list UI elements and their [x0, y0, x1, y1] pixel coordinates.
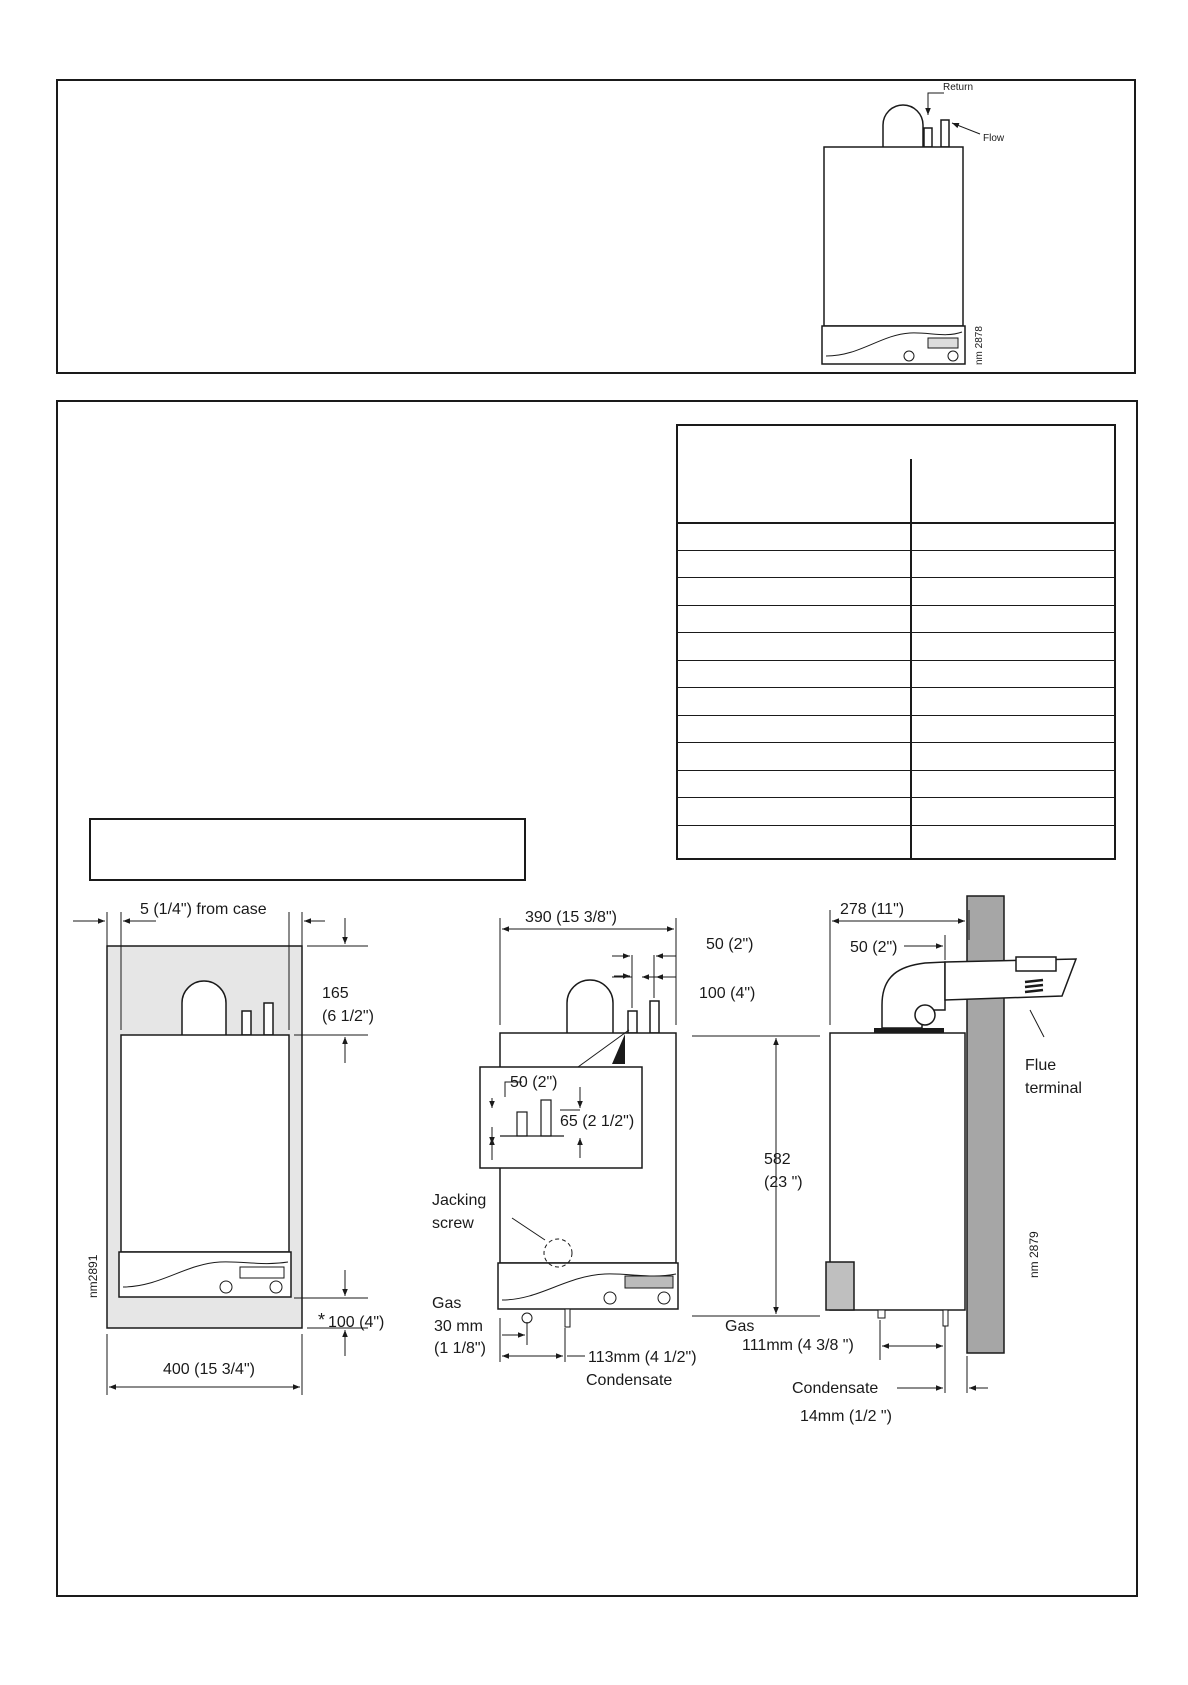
side-gas-label: Gas — [725, 1318, 755, 1335]
flow-label: Flow — [983, 133, 1005, 144]
top-boiler-drawing — [822, 105, 965, 364]
bottom-clearance-star: * — [318, 1310, 326, 1330]
side-ref-label: nm 2879 — [1027, 1231, 1041, 1278]
gas-label: Gas — [432, 1295, 462, 1312]
clearance-ref-label: nm2891 — [86, 1254, 100, 1298]
side-view-drawing — [826, 896, 1076, 1353]
depth-label: 278 (11") — [840, 901, 905, 918]
detail-height-label: 65 (2 1/2") — [560, 1113, 635, 1130]
top-clearance-mm-label: 165 — [322, 985, 349, 1002]
jacking-screw-label-2: screw — [432, 1215, 474, 1232]
height-mm-label: 582 — [764, 1151, 791, 1168]
bottom-clearance-label: 100 (4") — [328, 1314, 385, 1331]
gas-in-label: (1 1/8") — [434, 1340, 486, 1357]
side-clearance-label: 5 (1/4") from case — [140, 901, 267, 918]
flue-terminal-label-1: Flue — [1025, 1057, 1057, 1074]
clearance-view-drawing — [107, 946, 302, 1328]
flow-offset-label: 50 (2") — [706, 936, 754, 953]
return-offset-label: 100 (4") — [699, 985, 756, 1002]
top-clearance-in-label: (6 1/2") — [322, 1008, 374, 1025]
flue-terminal-label-2: terminal — [1025, 1080, 1082, 1097]
top-boiler-callouts — [928, 93, 980, 134]
side-gas-distance-label: 111mm (4 3/8 ") — [742, 1337, 854, 1354]
height-in-label: (23 ") — [764, 1174, 803, 1191]
detail-spacing-label: 50 (2") — [510, 1074, 558, 1091]
gas-mm-label: 30 mm — [434, 1318, 483, 1335]
condensate-distance-label: 113mm (4 1/2") — [588, 1349, 697, 1366]
front-view-drawing — [480, 980, 678, 1327]
flue-offset-label: 50 (2") — [850, 939, 898, 956]
front-width-label: 390 (15 3/8") — [525, 909, 617, 926]
condensate-label: Condensate — [586, 1372, 673, 1389]
clearance-width-label: 400 (15 3/4") — [163, 1361, 255, 1378]
return-label: Return — [943, 82, 974, 93]
jacking-screw-label-1: Jacking — [432, 1192, 487, 1209]
top-ref-label: nm 2878 — [974, 326, 985, 365]
side-condensate-label: Condensate — [792, 1380, 879, 1397]
side-condensate-distance-label: 14mm (1/2 ") — [800, 1408, 892, 1425]
